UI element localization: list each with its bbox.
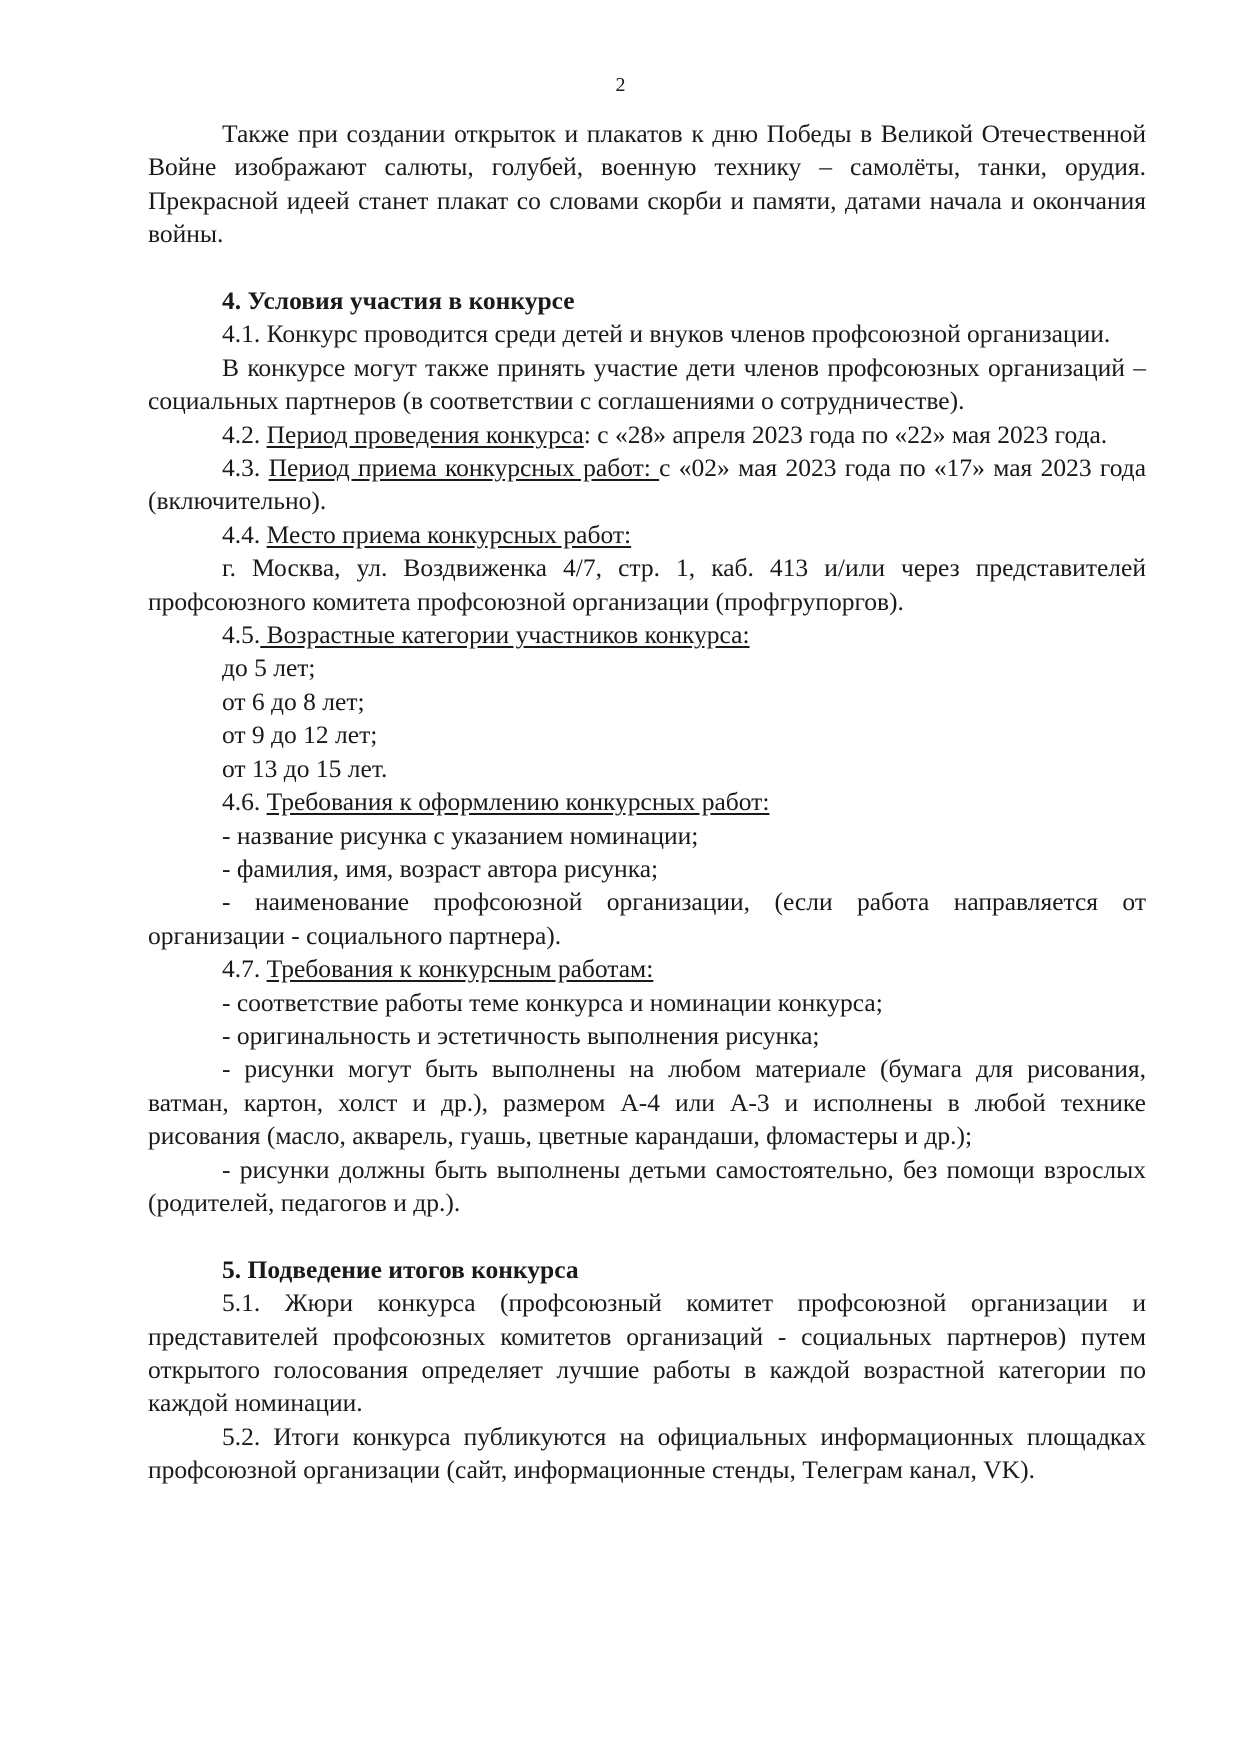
design-requirement-item: - название рисунка с указанием номинации; — [222, 820, 699, 850]
paragraph-4-6-label: Требования к оформлению конкурсных работ: — [266, 787, 770, 817]
paragraph-4-5-label: Возрастные категории участников конкурса: — [260, 620, 750, 650]
section-4-heading: 4. Условия участия в конкурсе — [222, 286, 575, 316]
paragraph-4-7-number: 4.7. — [222, 954, 267, 984]
spacer — [148, 1219, 1146, 1252]
paragraph-4-2-text: : с «28» апреля 2023 года по «22» мая 2023 года. — [583, 419, 1108, 449]
spacer — [148, 251, 1146, 284]
paragraph-5-2: 5.2. Итоги конкурса публикуются на официальных информационных площадках профсоюзной организации (сайт, информационные стенды, Телеграм канал, VK). — [148, 1421, 1146, 1485]
paragraph-4-1-extra: В конкурсе могут также принять участие дети членов профсоюзных организаций – социальных партнеров (в соответствии с соглашениями о сотрудничестве). — [148, 352, 1146, 416]
work-requirement-item: - соответствие работы теме конкурса и номинации конкурса; — [222, 987, 883, 1017]
paragraph-4-1: 4.1. Конкурс проводится среди детей и внуков членов профсоюзной организации. — [222, 319, 1111, 349]
paragraph-4-2 — [148, 418, 1146, 451]
paragraph-5-1: 5.1. Жюри конкурса (профсоюзный комитет профсоюзной организации и представителей профсоюзных комитетов организаций - социальных партнеров) путем открытого голосования определяет лучшие работы в каждой возрастной категории по каждой номинации. — [148, 1288, 1146, 1418]
intro-paragraph: Также при создании открыток и плакатов к дню Победы в Великой Отечественной Войне изображают салюты, голубей, военную технику – самолёты, танки, орудия. Прекрасной идеей станет плакат со словами скорби и памяти, датами начала и окончания войны. — [148, 119, 1146, 249]
paragraph-4-5-number: 4.5. — [222, 620, 261, 650]
paragraph-4-3-text: с «02» мая 2023 года по «17» мая 2023 года (включительно). — [148, 453, 1147, 516]
page-number: 2 — [615, 74, 626, 96]
paragraph-4-6-number: 4.6. — [222, 787, 267, 817]
age-category-item: от 13 до 15 лет. — [222, 753, 388, 783]
document-body — [148, 117, 1146, 1487]
work-requirement-item: - оригинальность и эстетичность выполнения рисунка; — [222, 1020, 820, 1050]
section-5-heading: 5. Подведение итогов конкурса — [222, 1254, 579, 1284]
paragraph-4-3 — [148, 451, 1146, 518]
paragraph-4-2-number: 4.2. — [222, 419, 267, 449]
paragraph-4-4-label: Место приема конкурсных работ: — [266, 519, 632, 549]
paragraph-4-4 — [148, 518, 1146, 551]
age-category-item: от 9 до 12 лет; — [222, 720, 378, 750]
paragraph-4-3-label: Период приема конкурсных работ: — [268, 453, 660, 483]
paragraph-4-5 — [148, 618, 1146, 651]
paragraph-4-6 — [148, 785, 1146, 818]
paragraph-4-4-address: г. Москва, ул. Воздвиженка 4/7, стр. 1, каб. 413 и/или через представителей профсоюзного комитета профсоюзной организации (профгрупоргов). — [148, 553, 1146, 616]
paragraph-4-7-label: Требования к конкурсным работам: — [266, 954, 654, 984]
work-requirement-item: - рисунки должны быть выполнены детьми самостоятельно, без помощи взрослых (родителей, педагогов и др.). — [148, 1154, 1146, 1217]
paragraph-4-4-number: 4.4. — [222, 519, 267, 549]
design-requirement-item: - фамилия, имя, возраст автора рисунка; — [222, 853, 659, 883]
age-category-item: от 6 до 8 лет; — [222, 686, 365, 716]
paragraph-4-2-label: Период проведения конкурса — [266, 419, 584, 449]
work-requirement-item: - рисунки могут быть выполнены на любом материале (бумага для рисования, ватман, картон, холст и др.), размером А-4 или А-3 и исполнены в любой технике рисования (масло, акварель, гуашь, цветные карандаши, фломастеры и др.); — [148, 1054, 1146, 1151]
age-category-item: до 5 лет; — [222, 653, 316, 683]
design-requirement-item: - наименование профсоюзной организации, (если работа направляется от организации - социального партнера). — [148, 887, 1146, 950]
paragraph-4-7 — [148, 952, 1146, 985]
paragraph-4-3-number: 4.3. — [222, 453, 269, 483]
